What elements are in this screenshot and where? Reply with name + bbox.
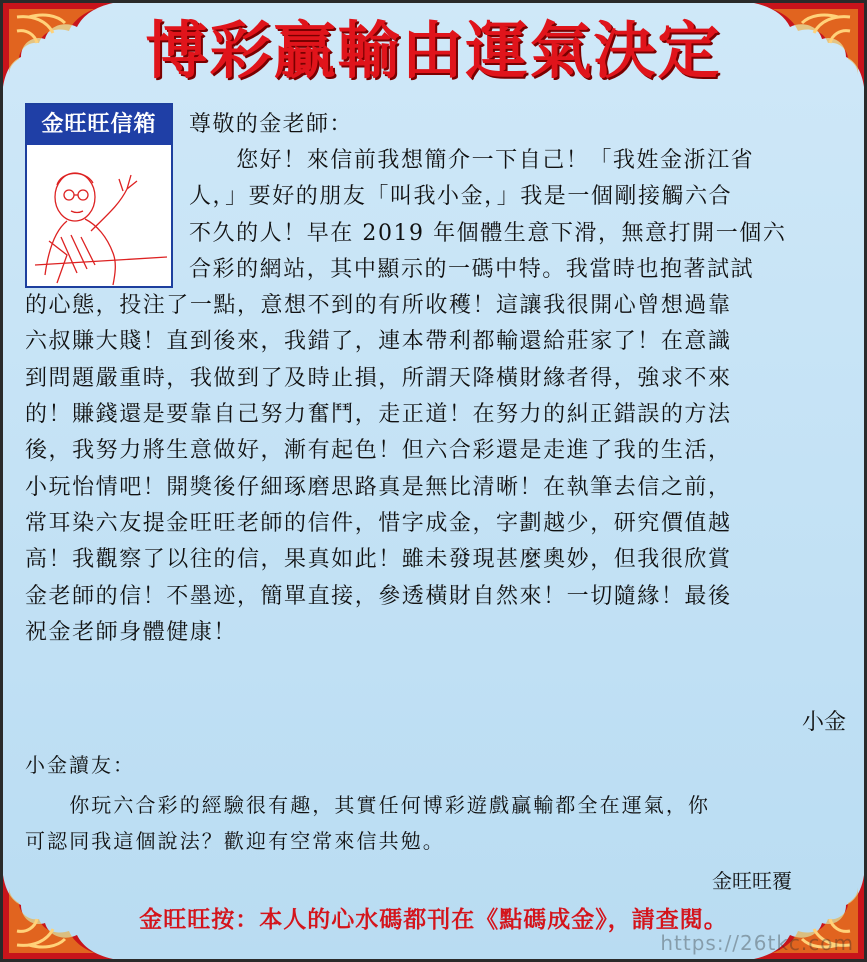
letter-line: 金老師的信！不墨迹，簡單直接，參透橫財自然來！一切隨緣！最後: [25, 583, 732, 609]
letter-line: 六叔賺大賤！直到後來，我錯了，連本帶利都輸還給莊家了！在意識: [25, 329, 732, 355]
reply-line: 你玩六合彩的經驗很有趣，其實任何博彩遊戲贏輸都全在運氣，你: [25, 793, 711, 817]
letter-line: 高！我觀察了以往的信，果真如此！雖未發現甚麼奧妙，但我很欣賞: [25, 547, 732, 573]
letter-line: 不久的人！早在 2019 年個體生意下滑，無意打開一個六: [189, 220, 787, 246]
letter-line: 後，我努力將生意做好，漸有起色！但六合彩還是走進了我的生活，: [25, 438, 732, 464]
reply-line: 可認同我這個說法？歡迎有空常來信共勉。: [25, 829, 445, 853]
letter-line: 的心態，投注了一點，意想不到的有所收穫！這讓我很開心曾想過靠: [25, 293, 732, 319]
letter-lines-beside-box: [189, 143, 853, 288]
letter-body: [25, 143, 853, 651]
letter-line: 常耳染六友提金旺旺老師的信件，惜字成金，字劃越少，研究價值越: [25, 510, 732, 536]
editor-note: 金旺旺按：本人的心水碼都刊在《點碼成金》，請查閱。: [139, 906, 728, 933]
reply-body: [25, 787, 853, 859]
mailbox-label: 金旺旺信箱: [27, 105, 171, 145]
letter-line: 合彩的網站，其中顯示的一碼中特。我當時也抱著試試: [189, 256, 755, 282]
letter-line: 祝金老師身體健康！: [25, 619, 237, 645]
reply-greeting: 小金讀友：: [25, 753, 135, 777]
letter-line: 的！賺錢還是要靠自己努力奮鬥，走正道！在努力的糾正錯誤的方法: [25, 402, 732, 428]
reply-signature: 金旺旺覆: [712, 869, 792, 893]
letter-line: 人，」要好的朋友「叫我小金，」我是一個剛接觸六合: [189, 184, 733, 210]
watermark: https://26tkc.com: [660, 931, 854, 955]
letter-greeting: 尊敬的金老師：: [189, 112, 353, 137]
letter-line: 您好！來信前我想簡介一下自己！「我姓金浙江省: [189, 148, 755, 173]
letter-signature: 小金: [801, 710, 846, 735]
letter-line: 到問題嚴重時，我做到了及時止損，所謂天降橫財緣者得，強求不來: [25, 365, 732, 391]
letter-line: 小玩怡情吧！開獎後仔細琢磨思路真是無比清晰！在執筆去信之前，: [25, 474, 732, 500]
page-title: 博彩贏輸由運氣決定: [145, 14, 722, 87]
